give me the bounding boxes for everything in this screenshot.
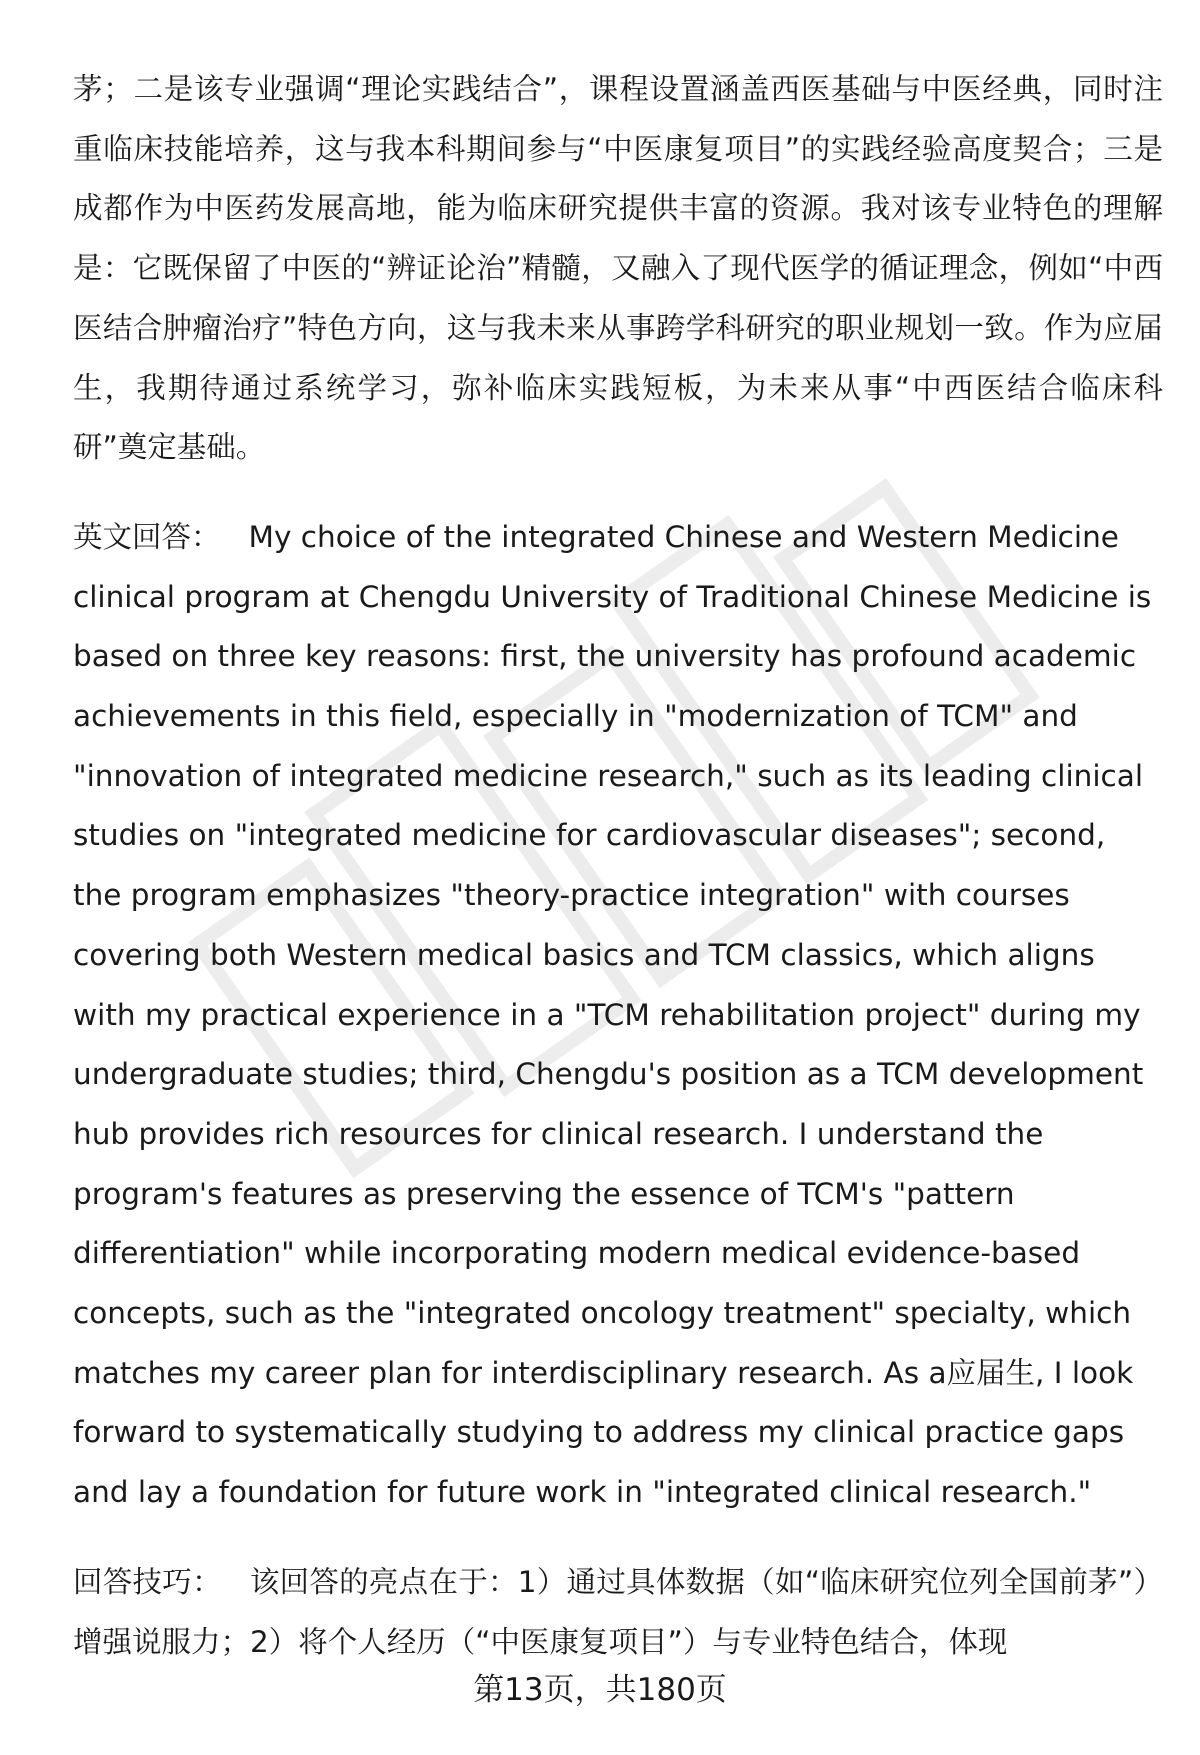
page-number: 第13页，共180页 <box>473 1672 727 1708</box>
document-body <box>73 60 1163 1672</box>
paragraph-answer-tips <box>73 1553 1163 1672</box>
paragraph-english-answer <box>73 508 1163 1523</box>
answer-tips-label: 回答技巧： <box>73 1564 222 1599</box>
english-answer-label: 英文回答： <box>73 519 221 554</box>
paragraph-text: 茅；二是该专业强调“理论实践结合”，课程设置涵盖西医基础与中医经典，同时注重临床技能培养，这与我本科期间参与“中医康复项目”的实践经验高度契合；三是成都作为中医药发展高地，能为临床研究提供丰富的资源。我对该专业特色的理解是：它既保留了中医的“辨证论治”精髓，又融入了现代医学的循证理念，例如“中西医结合肿瘤治疗”特色方向，这与我未来从事跨学科研究的职业规划一致。作为应届生，我期待通过系统学习，弥补临床实践短板，为未来从事“中西医结合临床科研”奠定基础。 <box>73 72 1163 465</box>
paragraph-text: 该回答的亮点在于：1）通过具体数据（如“临床研究位列全国前茅”）增强说服力；2）将个人经历（“中医康复项目”）与专业特色结合，体现 <box>73 1564 1163 1659</box>
paragraph-text: My choice of the integrated Chinese and Western Medicine clinical program at Chengdu University of Traditional Chinese Medicine is based on three key reasons: first, the university has profound academic achievements in this field, especially in "modernization of TCM" and "innovation of integrated medicine research," such as its leading clinical studies on "integrated medicine for cardiovascular diseases"; second, the program emphasizes "theory-practice integration" with courses covering both Western medical basics and TCM classics, which aligns with my practical experience in a "TCM rehabilitation project" during my undergraduate studies; third, Chengdu's position as a TCM development hub provides rich resources for clinical research. I understand the program's features as preserving the essence of TCM's "pattern differentiation" while incorporating modern medical evidence-based concepts, such as the "integrated oncology treatment" specialty, which matches my career plan for interdisciplinary research. As a应届生, I look forward to systematically studying to address my clinical practice gaps and lay a foundation for future work in "integrated clinical research." <box>73 519 1152 1510</box>
page-footer <box>0 1668 1200 1712</box>
paragraph-chinese-answer-continued <box>73 60 1163 478</box>
